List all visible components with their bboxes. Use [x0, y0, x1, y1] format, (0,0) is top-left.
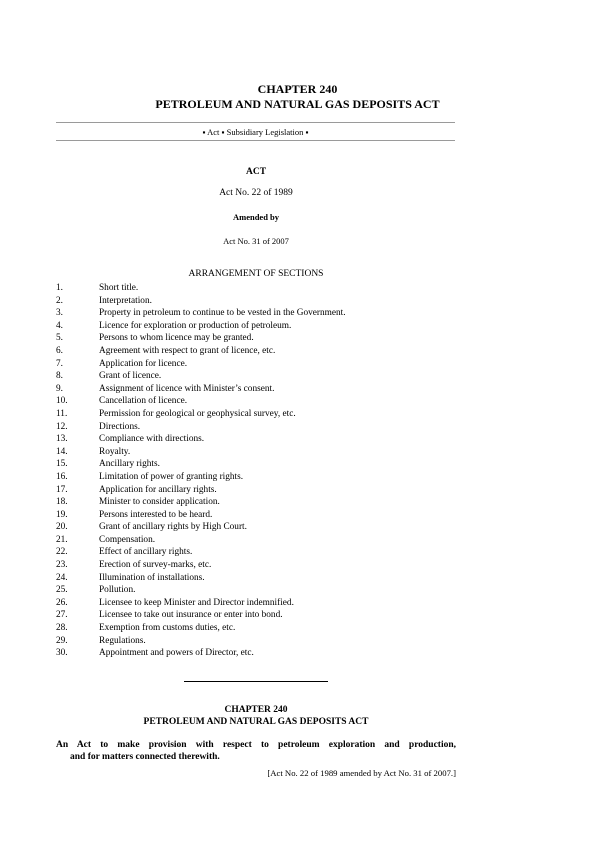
section-number: 9.: [56, 383, 63, 394]
section-title[interactable]: Application for ancillary rights.: [99, 484, 217, 495]
bullet-icon: ▪: [221, 127, 225, 137]
section-number: 27.: [56, 610, 68, 621]
nav-bottom-rule: [56, 140, 455, 141]
section-number: 5.: [56, 333, 63, 344]
section-title[interactable]: Permission for geological or geophysical survey, etc.: [99, 408, 296, 419]
chapter-number: CHAPTER 240: [257, 82, 338, 96]
section-title[interactable]: Short title.: [99, 283, 139, 293]
section-title[interactable]: Limitation of power of granting rights.: [99, 471, 244, 482]
amended-by-label: Amended by: [232, 212, 280, 222]
section-title[interactable]: Cancellation of licence.: [99, 396, 188, 407]
bullet-icon: ▪: [305, 127, 309, 137]
act-number: Act No. 22 of 1989: [219, 188, 293, 198]
section-number: 12.: [56, 421, 68, 432]
section-title[interactable]: Exemption from customs duties, etc.: [99, 623, 236, 634]
section-title[interactable]: Persons interested to be heard.: [99, 509, 213, 520]
section-title[interactable]: Licensee to take out insurance or enter into bond.: [99, 610, 283, 621]
section-number: 11.: [56, 408, 68, 419]
section-number: 13.: [56, 434, 68, 445]
section-separator: [184, 681, 328, 682]
nav-top-rule: [56, 122, 455, 123]
section-number: 30.: [56, 648, 68, 659]
section-title[interactable]: Regulations.: [99, 635, 146, 646]
section-number: 22.: [56, 547, 68, 558]
section-title[interactable]: Licence for exploration or production of petroleum.: [99, 320, 292, 331]
body-act-title: PETROLEUM AND NATURAL GAS DEPOSITS ACT: [143, 717, 369, 727]
section-title[interactable]: Compensation.: [99, 534, 156, 545]
act-link[interactable]: Act: [207, 127, 220, 137]
section-number: 29.: [56, 635, 68, 646]
section-number: 7.: [56, 358, 63, 369]
section-number: 23.: [56, 560, 68, 571]
section-title[interactable]: Directions.: [99, 421, 141, 432]
section-title[interactable]: Assignment of licence with Minister’s consent.: [99, 383, 275, 394]
section-number: 17.: [56, 484, 68, 495]
section-title[interactable]: Persons to whom licence may be granted.: [99, 333, 254, 344]
section-number: 3.: [56, 308, 63, 319]
subsidiary-legislation-link[interactable]: Subsidiary Legislation: [226, 127, 304, 137]
act-title: PETROLEUM AND NATURAL GAS DEPOSITS ACT: [155, 97, 440, 111]
section-number: 18.: [56, 497, 68, 508]
long-title-line-2: and for matters connected therewith.: [70, 752, 220, 762]
section-number: 20.: [56, 522, 68, 533]
section-number: 16.: [56, 471, 68, 482]
amending-act: Act No. 31 of 2007: [223, 236, 289, 246]
section-title[interactable]: Grant of licence.: [99, 371, 162, 382]
section-title[interactable]: Minister to consider application.: [99, 497, 220, 508]
section-number: 26.: [56, 597, 68, 608]
section-number: 15.: [56, 459, 68, 470]
section-number: 10.: [56, 396, 68, 407]
section-number: 4.: [56, 320, 63, 331]
legislative-history-text: [Act No. 22 of 1989 amended by Act No. 31 of 2007.]: [267, 768, 456, 778]
section-title[interactable]: Erection of survey-marks, etc.: [99, 560, 212, 571]
section-title[interactable]: Grant of ancillary rights by High Court.: [99, 522, 247, 533]
section-title[interactable]: Appointment and powers of Director, etc.: [99, 648, 254, 659]
section-title[interactable]: Pollution.: [99, 585, 136, 596]
section-title[interactable]: Ancillary rights.: [99, 459, 160, 470]
nav-bar: [56, 126, 455, 138]
section-title[interactable]: Property in petroleum to continue to be vested in the Government.: [99, 308, 346, 319]
section-number: 8.: [56, 371, 63, 382]
section-title[interactable]: Royalty.: [99, 446, 131, 457]
arrangement-heading: ARRANGEMENT OF SECTIONS: [188, 269, 324, 279]
section-number: 21.: [56, 534, 68, 545]
section-number: 19.: [56, 509, 68, 520]
act-heading: ACT: [245, 167, 267, 177]
body-chapter-number: CHAPTER 240: [224, 705, 288, 715]
section-number: 24.: [56, 572, 68, 583]
section-number: 25.: [56, 585, 68, 596]
section-title[interactable]: Agreement with respect to grant of licence, etc.: [99, 345, 276, 356]
section-title[interactable]: Compliance with directions.: [99, 434, 205, 445]
long-title-line-1: An Act to make provision with respect to petroleum exploration and production,: [56, 740, 456, 750]
section-number: 14.: [56, 446, 68, 457]
bullet-icon: ▪: [202, 127, 206, 137]
section-number: 2.: [56, 295, 63, 306]
section-title[interactable]: Application for licence.: [99, 358, 188, 369]
section-number: 6.: [56, 345, 63, 356]
section-title[interactable]: Licensee to keep Minister and Director indemnified.: [99, 597, 294, 608]
section-title[interactable]: Interpretation.: [99, 295, 152, 306]
section-title[interactable]: Illumination of installations.: [99, 572, 205, 583]
section-number: 1.: [56, 283, 63, 293]
section-number: 28.: [56, 623, 68, 634]
section-title[interactable]: Effect of ancillary rights.: [99, 547, 193, 558]
